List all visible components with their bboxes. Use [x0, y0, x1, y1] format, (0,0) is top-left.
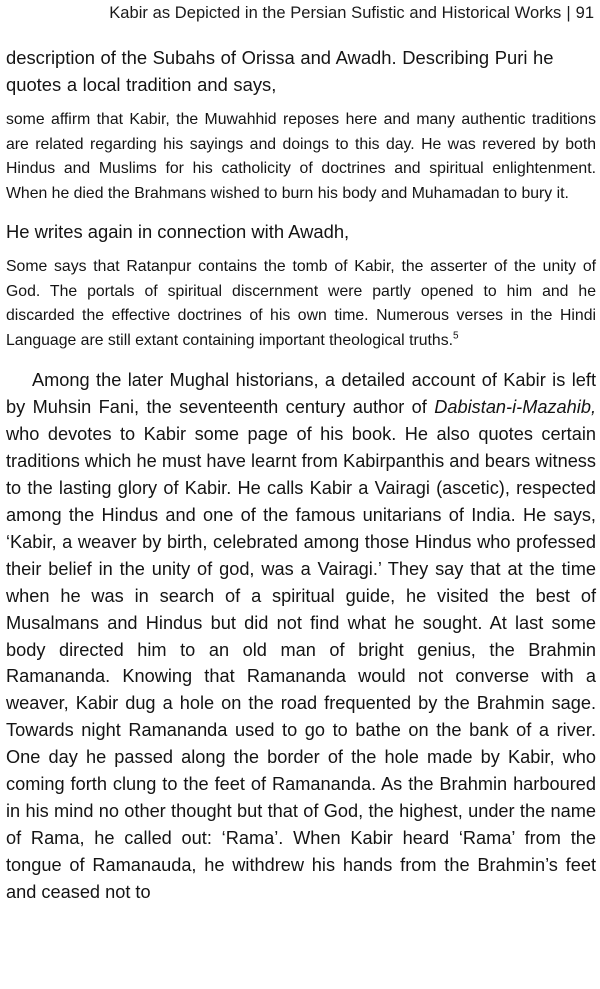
intro-paragraph: description of the Subahs of Orissa and Awadh. Describing Puri he quotes a local tradition and says,	[6, 47, 554, 95]
main-paragraph	[6, 367, 596, 906]
footnote-marker: 5	[452, 330, 459, 342]
header-separator: |	[566, 4, 571, 22]
main-text-part1: Among the later Mughal historians, a detailed account of Kabir is left by Muhsin Fani, the seventeenth century author of	[6, 370, 596, 417]
block-quote-puri: some affirm that Kabir, the Muwahhid reposes here and many authentic traditions are related regarding his sayings and doings to this day. He was revered by both Hindus and Muslims for his catholicity of doctrines and spiritual enlightenment. When he died the Brahmans wished to burn his body and Muhamadan to bury it.	[6, 111, 596, 202]
awadh-intro-paragraph: He writes again in connection with Awadh,	[6, 221, 350, 242]
book-title-italic: Dabistan-i-Mazahib,	[434, 396, 596, 417]
page-number: 91	[575, 4, 594, 22]
main-text-part2: who devotes to Kabir some page of his book. He also quotes certain traditions which he must have learnt from Kabirpanthis and bears witness to the lasting glory of Kabir. He calls Kabir a Vairagi (ascetic), respected among the Hindus and one of the famous unitarians of India. He says, ‘Kabir, a weaver by birth, celebrated among those Hindus who professed their belief in the unity of god, was a Vairagi.’ They say that at the time when he was in search of a spiritual guide, he visited the best of Musalmans and Hindus but did not find what he sought. At last some body directed him to an old man of bright genius, the Brahmin Ramananda. Knowing that Ramananda would not converse with a weaver, Kabir dug a hole on the road frequented by the Brahmin sage. Towards night Ramananda used to go to bathe on the bank of a river. One day he passed along the border of the hole made by Kabir, who coming forth clung to the feet of Ramananda. As the Brahmin harboured in his mind no other thought but that of God, the highest, under the name of Rama, he called out: ‘Rama’. When Kabir heard ‘Rama’ from the tongue of Ramanauda, he withdrew his hands from the Brahmin’s feet and ceased not to	[6, 423, 596, 903]
running-title: Kabir as Depicted in the Persian Sufistic and Historical Works	[109, 4, 562, 22]
block-quote-ratanpur	[6, 255, 596, 353]
block-quote-ratanpur-text: Some says that Ratanpur contains the tomb of Kabir, the asserter of the unity of God. The portals of spiritual discernment were partly opened to him and he discarded the effective doctrines of his own time. Numerous verses in the Hindi Language are still extant containing important theological truths.	[6, 258, 596, 349]
running-header	[6, 0, 596, 34]
